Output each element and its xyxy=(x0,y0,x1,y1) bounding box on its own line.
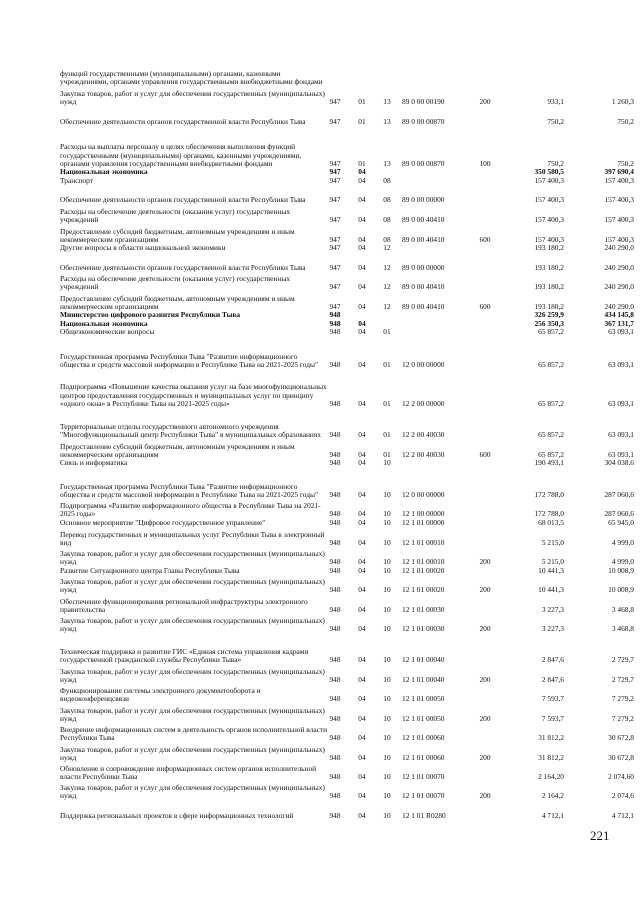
row-expense-type: 200 xyxy=(479,557,491,567)
row-subsection-code: 10 xyxy=(383,509,391,519)
row-section-code: 04 xyxy=(358,518,366,528)
row-amount-year-2: 30 672,8 xyxy=(608,753,634,763)
row-subsection-code: 10 xyxy=(383,458,391,468)
row-amount-year-1: 5 215,0 xyxy=(541,538,564,548)
row-subsection-code: 01 xyxy=(383,430,391,440)
row-name: Закупка товаров, работ и услуг для обеспечения государственных (муниципальных) нужд xyxy=(60,744,325,763)
row-amount-year-2: 63 093,1 xyxy=(608,399,634,409)
row-amount-year-2: 4 999,0 xyxy=(611,557,634,567)
row-amount-year-1: 190 493,1 xyxy=(534,458,564,468)
row-subsection-code: 01 xyxy=(383,450,391,460)
row-ministry-code: 948 xyxy=(329,490,341,500)
row-ministry-code: 948 xyxy=(329,714,341,724)
row-ministry-code: 947 xyxy=(329,117,341,127)
row-amount-year-2: 240 290,0 xyxy=(604,302,634,312)
row-amount-year-1: 750,2 xyxy=(547,159,564,169)
row-name: Закупка товаров, работ и услуг для обеспечения государственных (муниципальных) нужд xyxy=(60,576,325,595)
row-amount-year-1: 65 857,2 xyxy=(538,399,564,409)
row-ministry-code: 947 xyxy=(329,235,341,245)
row-section-code: 04 xyxy=(358,327,366,337)
row-amount-year-1: 256 350,3 xyxy=(534,319,564,329)
row-name: Подпрограмма «Развитие информационного общества в Республике Тыва на 2021-2025 годы» xyxy=(60,500,321,519)
row-subsection-code: 10 xyxy=(383,655,391,665)
row-target-article: 12 1 01 00010 xyxy=(402,557,445,567)
row-ministry-code: 948 xyxy=(329,655,341,665)
row-ministry-code: 947 xyxy=(329,167,341,177)
row-subsection-code: 01 xyxy=(383,360,391,370)
row-section-code: 04 xyxy=(358,490,366,500)
row-subsection-code: 08 xyxy=(383,195,391,205)
row-expense-type: 600 xyxy=(479,302,491,312)
row-section-code: 04 xyxy=(358,566,366,576)
row-ministry-code: 948 xyxy=(329,733,341,743)
row-amount-year-2: 63 093,1 xyxy=(608,450,634,460)
row-section-code: 04 xyxy=(358,319,366,329)
row-amount-year-2: 157 400,3 xyxy=(604,195,634,205)
row-section-code: 04 xyxy=(358,624,366,634)
row-amount-year-2: 1 260,3 xyxy=(611,97,634,107)
row-name: Закупка товаров, работ и услуг для обеспечения государственных (муниципальных) нужд xyxy=(60,666,325,685)
row-amount-year-1: 31 812,2 xyxy=(538,733,564,743)
row-amount-year-1: 157 400,3 xyxy=(534,235,564,245)
row-subsection-code: 10 xyxy=(383,605,391,615)
row-name: Закупка товаров, работ и услуг для обеспечения государственных (муниципальных) нужд xyxy=(60,782,325,801)
row-amount-year-2: 2 074,60 xyxy=(608,772,634,782)
row-section-code: 04 xyxy=(358,282,366,292)
row-amount-year-1: 157 400,3 xyxy=(534,195,564,205)
row-subsection-code: 10 xyxy=(383,624,391,634)
row-ministry-code: 948 xyxy=(329,399,341,409)
row-amount-year-2: 65 945,0 xyxy=(608,518,634,528)
row-name: Подпрограмма «Повышение качества оказания услуг на базе многофункциональных центров предоставления государственных и муниципальных услуг по принципу «одного окна» в Республике Тыва на 2021-2025 годы» xyxy=(60,382,327,409)
row-section-code: 04 xyxy=(358,753,366,763)
row-target-article: 12 0 00 00000 xyxy=(402,490,445,500)
row-amount-year-2: 7 279,2 xyxy=(611,694,634,704)
row-subsection-code: 13 xyxy=(383,117,391,127)
row-expense-type: 600 xyxy=(479,450,491,460)
row-name: Закупка товаров, работ и услуг для обеспечения государственных (муниципальных) нужд xyxy=(60,705,325,724)
row-section-code: 04 xyxy=(358,557,366,567)
row-amount-year-1: 157 400,3 xyxy=(534,215,564,225)
row-section-code: 04 xyxy=(358,714,366,724)
row-target-article: 12 1 01 00060 xyxy=(402,753,445,763)
row-amount-year-1: 193 180,2 xyxy=(534,302,564,312)
row-subsection-code: 01 xyxy=(383,327,391,337)
row-ministry-code: 948 xyxy=(329,566,341,576)
row-name: Техническая поддержка и развитие ГИС «Единая система управления кадрами государственной гражданской службы Республики Тыва» xyxy=(60,646,309,665)
row-target-article: 89 0 00 40410 xyxy=(402,282,445,292)
row-target-article: 12 1 01 00020 xyxy=(402,566,445,576)
row-amount-year-2: 240 290,0 xyxy=(604,243,634,253)
row-name: Основное мероприятие "Цифровое государственное управление" xyxy=(60,518,266,528)
row-target-article: 89 0 00 40410 xyxy=(402,235,445,245)
row-amount-year-2: 304 038,6 xyxy=(604,458,634,468)
row-amount-year-1: 10 441,3 xyxy=(538,585,564,595)
row-name: Закупка товаров, работ и услуг для обеспечения государственных (муниципальных) нужд xyxy=(60,88,325,107)
row-target-article: 12 1 01 00050 xyxy=(402,694,445,704)
row-expense-type: 200 xyxy=(479,585,491,595)
row-amount-year-2: 3 468,8 xyxy=(611,605,634,615)
row-target-article: 12 1 00 00000 xyxy=(402,509,445,519)
row-name: Территориальные отделы государственного автономного учреждения "Многофункциональный центр Республики Тыва" в муниципальных образованиях xyxy=(60,421,321,440)
row-name: Обеспечение деятельности органов государственной власти Республики Тыва xyxy=(60,195,306,205)
row-name: Транспорт xyxy=(60,176,93,186)
row-ministry-code: 948 xyxy=(329,791,341,801)
row-subsection-code: 08 xyxy=(383,176,391,186)
row-subsection-code: 10 xyxy=(383,714,391,724)
row-ministry-code: 948 xyxy=(329,518,341,528)
row-section-code: 04 xyxy=(358,430,366,440)
row-amount-year-1: 933,1 xyxy=(547,97,564,107)
row-section-code: 04 xyxy=(358,538,366,548)
row-amount-year-2: 4 999,0 xyxy=(611,538,634,548)
row-expense-type: 200 xyxy=(479,624,491,634)
row-ministry-code: 947 xyxy=(329,282,341,292)
row-section-code: 04 xyxy=(358,302,366,312)
row-expense-type: 200 xyxy=(479,675,491,685)
row-section-code: 04 xyxy=(358,215,366,225)
row-amount-year-2: 367 131,7 xyxy=(604,319,634,329)
row-amount-year-1: 172 788,0 xyxy=(534,490,564,500)
row-target-article: 12 1 01 00010 xyxy=(402,538,445,548)
row-name: Расходы на обеспечение деятельности (оказания услуг) государственных учреждений xyxy=(60,273,291,292)
row-ministry-code: 947 xyxy=(329,302,341,312)
row-amount-year-2: 157 400,3 xyxy=(604,215,634,225)
row-amount-year-1: 157 400,3 xyxy=(534,176,564,186)
row-ministry-code: 948 xyxy=(329,310,341,320)
row-amount-year-1: 2 164,20 xyxy=(538,772,564,782)
row-section-code: 04 xyxy=(358,585,366,595)
row-amount-year-1: 193 180,2 xyxy=(534,282,564,292)
row-amount-year-1: 172 788,0 xyxy=(534,509,564,519)
row-subsection-code: 08 xyxy=(383,235,391,245)
row-expense-type: 200 xyxy=(479,714,491,724)
row-target-article: 89 0 00 40410 xyxy=(402,215,445,225)
row-target-article: 12 1 01 00030 xyxy=(402,624,445,634)
row-amount-year-1: 4 712,1 xyxy=(541,811,564,821)
row-expense-type: 200 xyxy=(479,97,491,107)
row-amount-year-2: 7 279,2 xyxy=(611,714,634,724)
row-name: Государственная программа Республики Тыва "Развитие информационного общества и средств массовой информации в Республике Тыва на 2021-2025 годы" xyxy=(60,351,318,370)
row-amount-year-1: 7 593,7 xyxy=(541,714,564,724)
row-name: Связь и информатика xyxy=(60,458,128,468)
row-amount-year-2: 4 712,1 xyxy=(611,811,634,821)
row-ministry-code: 948 xyxy=(329,605,341,615)
row-subsection-code: 12 xyxy=(383,302,391,312)
row-name: Перевод государственных и муниципальных услуг Республики Тыва в электронный вид xyxy=(60,529,325,548)
row-amount-year-1: 65 857,2 xyxy=(538,360,564,370)
row-amount-year-2: 287 060,6 xyxy=(604,509,634,519)
row-name: Министерство цифрового развития Республики Тыва xyxy=(60,310,241,320)
row-target-article: 12 1 01 00070 xyxy=(402,772,445,782)
row-target-article: 12 1 01 00040 xyxy=(402,655,445,665)
row-amount-year-1: 350 580,5 xyxy=(534,167,564,177)
row-section-code: 04 xyxy=(358,772,366,782)
row-ministry-code: 948 xyxy=(329,772,341,782)
row-amount-year-2: 63 093,1 xyxy=(608,327,634,337)
row-amount-year-2: 287 060,6 xyxy=(604,490,634,500)
row-amount-year-2: 10 008,9 xyxy=(608,585,634,595)
row-name: Предоставление субсидий бюджетным, автономным учреждениям и иным некоммерческим организациям xyxy=(60,293,295,312)
row-amount-year-2: 2 729,7 xyxy=(611,675,634,685)
row-ministry-code: 948 xyxy=(329,327,341,337)
row-amount-year-2: 63 093,1 xyxy=(608,430,634,440)
row-amount-year-2: 240 290,0 xyxy=(604,263,634,273)
row-ministry-code: 947 xyxy=(329,243,341,253)
row-section-code: 04 xyxy=(358,399,366,409)
row-amount-year-2: 10 008,9 xyxy=(608,566,634,576)
row-name: Другие вопросы в области национальной экономики xyxy=(60,243,226,253)
row-section-code: 04 xyxy=(358,791,366,801)
row-name: Поддержка региональных проектов в сфере информационных технологий xyxy=(60,811,294,821)
row-amount-year-2: 3 468,8 xyxy=(611,624,634,634)
row-target-article: 12 1 01 R0280 xyxy=(402,811,446,821)
row-subsection-code: 12 xyxy=(383,263,391,273)
row-subsection-code: 10 xyxy=(383,566,391,576)
row-target-article: 89 0 00 00870 xyxy=(402,117,445,127)
row-amount-year-1: 68 013,5 xyxy=(538,518,564,528)
row-target-article: 12 2 00 40030 xyxy=(402,450,445,460)
row-ministry-code: 947 xyxy=(329,159,341,169)
row-amount-year-1: 5 215,0 xyxy=(541,557,564,567)
row-section-code: 04 xyxy=(358,733,366,743)
row-amount-year-2: 750,2 xyxy=(617,117,634,127)
row-subsection-code: 10 xyxy=(383,585,391,595)
row-ministry-code: 948 xyxy=(329,585,341,595)
row-section-code: 04 xyxy=(358,360,366,370)
row-target-article: 12 1 01 00060 xyxy=(402,733,445,743)
row-ministry-code: 948 xyxy=(329,319,341,329)
row-name: Закупка товаров, работ и услуг для обеспечения государственных (муниципальных) нужд xyxy=(60,548,325,567)
row-section-code: 04 xyxy=(358,675,366,685)
row-section-code: 01 xyxy=(358,117,366,127)
row-amount-year-2: 434 145,8 xyxy=(604,310,634,320)
row-amount-year-2: 397 690,4 xyxy=(604,167,634,177)
row-ministry-code: 948 xyxy=(329,624,341,634)
row-amount-year-2: 240 290,0 xyxy=(604,282,634,292)
row-subsection-code: 01 xyxy=(383,399,391,409)
row-amount-year-2: 2 729,7 xyxy=(611,655,634,665)
row-amount-year-1: 31 812,2 xyxy=(538,753,564,763)
row-name: Национальная экономика xyxy=(60,319,148,329)
row-target-article: 12 1 01 00030 xyxy=(402,605,445,615)
row-subsection-code: 10 xyxy=(383,753,391,763)
row-ministry-code: 948 xyxy=(329,811,341,821)
row-target-article: 89 0 00 00870 xyxy=(402,159,445,169)
row-section-code: 04 xyxy=(358,509,366,519)
row-ministry-code: 948 xyxy=(329,509,341,519)
row-target-article: 12 1 01 00000 xyxy=(402,518,445,528)
row-ministry-code: 948 xyxy=(329,538,341,548)
row-target-article: 89 0 00 00190 xyxy=(402,97,445,107)
row-amount-year-1: 2 847,6 xyxy=(541,655,564,665)
row-target-article: 89 0 00 00000 xyxy=(402,263,445,273)
row-name: Государственная программа Республики Тыва "Развитие информационного общества и средств массовой информации в Республике Тыва на 2021-2025 годы" xyxy=(60,481,318,500)
row-amount-year-1: 326 259,9 xyxy=(534,310,564,320)
row-amount-year-1: 65 857,2 xyxy=(538,327,564,337)
row-amount-year-1: 3 227,3 xyxy=(541,624,564,634)
page-number: 221 xyxy=(590,828,610,843)
row-name: функций государственными (муниципальными) органами, казенными учреждениями, органами управления государственными внебюджетными фондами xyxy=(60,68,323,87)
row-name: Внедрение информационных систем в деятельность органов исполнительной власти Республики Тыва xyxy=(60,724,328,743)
row-amount-year-2: 30 672,8 xyxy=(608,733,634,743)
row-subsection-code: 12 xyxy=(383,243,391,253)
row-subsection-code: 10 xyxy=(383,694,391,704)
row-name: Предоставление субсидий бюджетным, автономным учреждениям и иным некоммерческим организациям xyxy=(60,226,295,245)
row-name: Обновление и сопровождение информационных систем органов исполнительной власти Республики Тыва xyxy=(60,763,317,782)
row-subsection-code: 12 xyxy=(383,282,391,292)
row-section-code: 04 xyxy=(358,195,366,205)
row-subsection-code: 08 xyxy=(383,215,391,225)
row-subsection-code: 10 xyxy=(383,538,391,548)
row-target-article: 12 0 00 00000 xyxy=(402,360,445,370)
row-name: Обеспечение функционирования региональной инфраструктуры электронного правительства xyxy=(60,596,308,615)
row-amount-year-1: 65 857,2 xyxy=(538,430,564,440)
row-ministry-code: 948 xyxy=(329,694,341,704)
row-amount-year-1: 7 593,7 xyxy=(541,694,564,704)
row-subsection-code: 10 xyxy=(383,557,391,567)
row-ministry-code: 947 xyxy=(329,195,341,205)
row-amount-year-2: 157 400,3 xyxy=(604,176,634,186)
row-amount-year-1: 3 227,3 xyxy=(541,605,564,615)
row-ministry-code: 947 xyxy=(329,97,341,107)
row-section-code: 04 xyxy=(358,694,366,704)
row-subsection-code: 13 xyxy=(383,97,391,107)
row-subsection-code: 10 xyxy=(383,791,391,801)
row-ministry-code: 947 xyxy=(329,215,341,225)
row-subsection-code: 10 xyxy=(383,675,391,685)
row-section-code: 04 xyxy=(358,458,366,468)
row-expense-type: 600 xyxy=(479,235,491,245)
row-name: Обеспечение деятельности органов государственной власти Республики Тыва xyxy=(60,117,306,127)
row-ministry-code: 948 xyxy=(329,557,341,567)
row-section-code: 04 xyxy=(358,243,366,253)
row-subsection-code: 10 xyxy=(383,518,391,528)
row-amount-year-1: 2 164,2 xyxy=(541,791,564,801)
row-name: Функционирование системы электронного документооборота и видеоконференцсвязи xyxy=(60,685,261,704)
row-subsection-code: 10 xyxy=(383,733,391,743)
row-amount-year-2: 63 093,1 xyxy=(608,360,634,370)
row-expense-type: 200 xyxy=(479,753,491,763)
row-section-code: 04 xyxy=(358,263,366,273)
row-section-code: 04 xyxy=(358,450,366,460)
row-subsection-code: 10 xyxy=(383,811,391,821)
row-section-code: 04 xyxy=(358,655,366,665)
row-ministry-code: 948 xyxy=(329,360,341,370)
row-section-code: 04 xyxy=(358,235,366,245)
row-section-code: 01 xyxy=(358,159,366,169)
row-section-code: 01 xyxy=(358,97,366,107)
row-ministry-code: 948 xyxy=(329,450,341,460)
row-expense-type: 100 xyxy=(479,159,491,169)
row-section-code: 04 xyxy=(358,167,366,177)
row-section-code: 04 xyxy=(358,176,366,186)
row-section-code: 04 xyxy=(358,605,366,615)
row-amount-year-1: 750,2 xyxy=(547,117,564,127)
row-subsection-code: 10 xyxy=(383,490,391,500)
row-name: Развитие Ситуационного центра Главы Республики Тыва xyxy=(60,566,240,576)
row-amount-year-1: 2 847,6 xyxy=(541,675,564,685)
row-name: Обеспечение деятельности органов государственной власти Республики Тыва xyxy=(60,263,306,273)
row-target-article: 12 1 01 00020 xyxy=(402,585,445,595)
row-name: Расходы на выплаты персоналу в целях обеспечения выполнения функций государственными (муниципальными) органами, казенными учреждениями, органами управления государственными внебюджетными фондами xyxy=(60,142,302,169)
row-amount-year-1: 193 180,2 xyxy=(534,243,564,253)
row-ministry-code: 947 xyxy=(329,263,341,273)
row-amount-year-2: 157 400,3 xyxy=(604,235,634,245)
row-ministry-code: 948 xyxy=(329,753,341,763)
row-name: Закупка товаров, работ и услуг для обеспечения государственных (муниципальных) нужд xyxy=(60,615,325,634)
row-target-article: 89 0 00 00000 xyxy=(402,195,445,205)
row-target-article: 89 0 00 40410 xyxy=(402,302,445,312)
row-target-article: 12 1 01 00050 xyxy=(402,714,445,724)
row-name: Предоставление субсидий бюджетным, автономным учреждениям и иным некоммерческим организациям xyxy=(60,441,295,460)
row-ministry-code: 948 xyxy=(329,430,341,440)
row-target-article: 12 1 01 00040 xyxy=(402,675,445,685)
row-subsection-code: 10 xyxy=(383,772,391,782)
row-amount-year-2: 2 074,6 xyxy=(611,791,634,801)
row-amount-year-1: 193 180,2 xyxy=(534,263,564,273)
row-target-article: 12 2 00 40030 xyxy=(402,430,445,440)
row-amount-year-2: 750,2 xyxy=(617,159,634,169)
row-expense-type: 200 xyxy=(479,791,491,801)
row-amount-year-1: 10 441,3 xyxy=(538,566,564,576)
row-section-code: 04 xyxy=(358,811,366,821)
row-ministry-code: 948 xyxy=(329,458,341,468)
row-target-article: 12 1 01 00070 xyxy=(402,791,445,801)
row-amount-year-1: 65 857,2 xyxy=(538,450,564,460)
row-ministry-code: 947 xyxy=(329,176,341,186)
row-target-article: 12 2 00 00000 xyxy=(402,399,445,409)
row-name: Национальная экономика xyxy=(60,167,148,177)
row-name: Общеэкономические вопросы xyxy=(60,327,155,337)
row-name: Расходы на обеспечение деятельности (оказания услуг) государственных учреждений xyxy=(60,206,291,225)
row-subsection-code: 13 xyxy=(383,159,391,169)
row-ministry-code: 948 xyxy=(329,675,341,685)
